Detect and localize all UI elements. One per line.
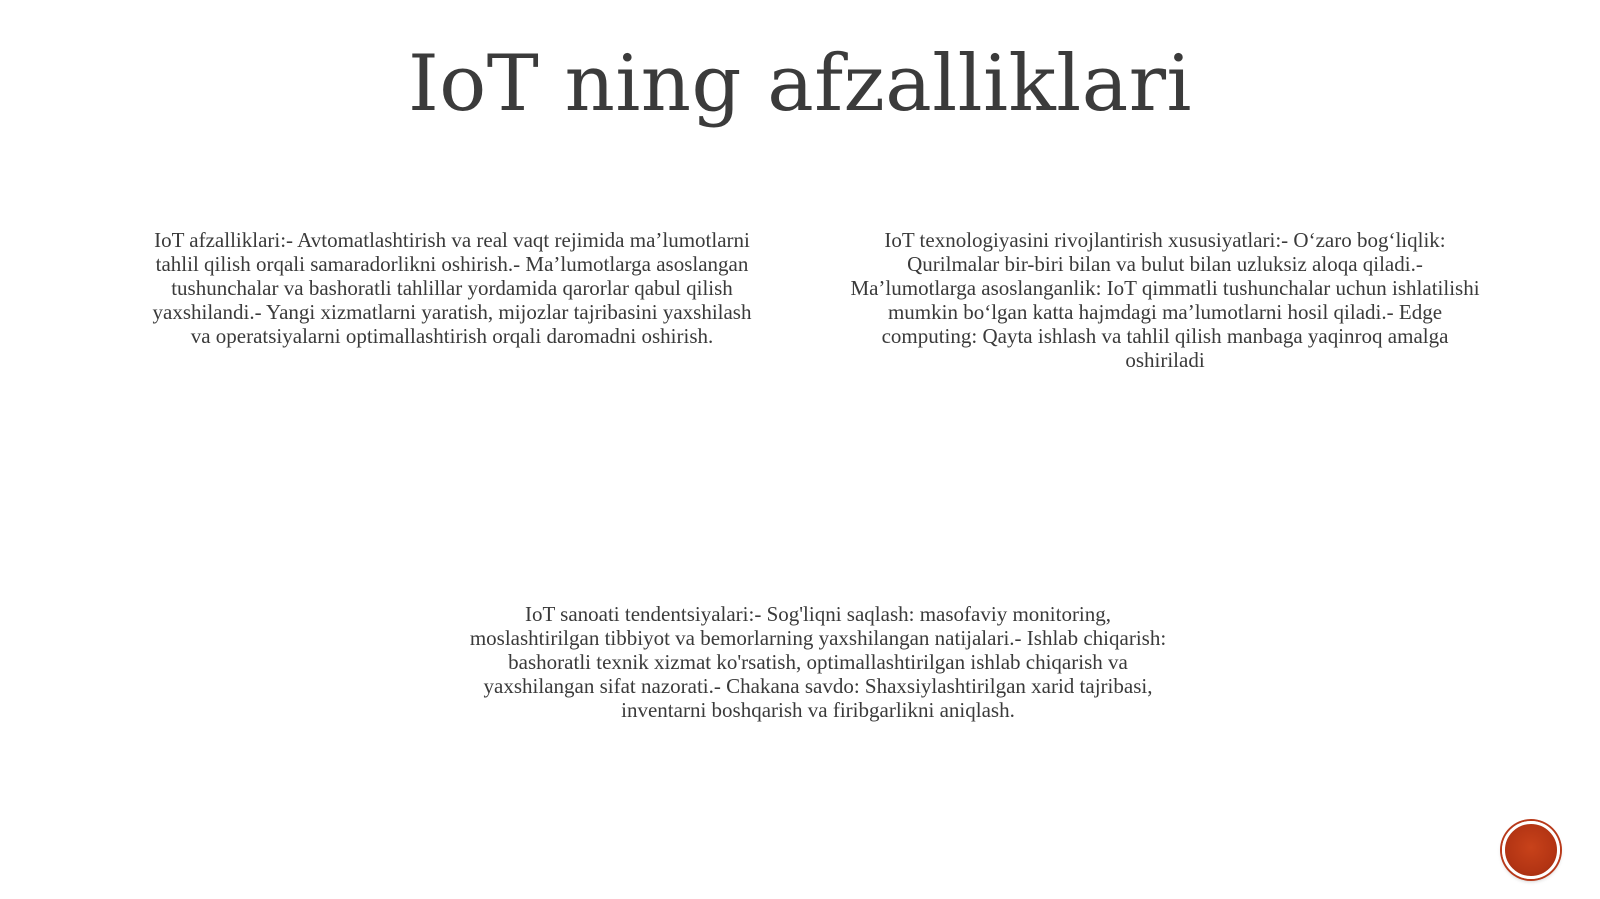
text-block-advantages: IoT afzalliklari:- Avtomatlashtirish va real vaqt rejimida ma’lumotlarni tahlil qilish orqali samaradorlikni oshirish.- Ma’lumotlarga asoslangan tushunchalar va bashoratli tahlillar yordamida qarorlar qabul qilish yaxshilandi.- Yangi xizmatlarni yaratish, mijozlar tajribasini yaxshilash va operatsiyalarni optimallashtirish orqali daromadni oshirish. <box>152 228 752 348</box>
slide-title: IoT ning afzalliklari <box>408 39 1192 129</box>
text-block-features: IoT texnologiyasini rivojlantirish xususiyatlari:- O‘zaro bog‘liqlik: Qurilmalar bir-biri bilan va bulut bilan uzluksiz aloqa qiladi.- Ma’lumotlarga asoslanganlik: IoT qimmatli tushunchalar uchun ishlatilishi mumkin bo‘lgan katta hajmdagi ma’lumotlarni hosil qiladi.- Edge computing: Qayta ishlash va tahlil qilish manbaga yaqinroq amalga oshiriladi <box>850 228 1480 372</box>
text-block-industry-trends: IoT sanoati tendentsiyalari:- Sog'liqni saqlash: masofaviy monitoring, moslashtirilgan tibbiyot va bemorlarning yaxshilangan natijalari.- Ishlab chiqarish: bashoratli texnik xizmat ko'rsatish, optimallashtirilgan ishlab chiqarish va yaxshilangan sifat nazorati.- Chakana savdo: Shaxsiylashtirilgan xarid tajribasi, inventarni boshqarish va firibgarlikni aniqlash. <box>469 602 1167 722</box>
round-nav-button-icon[interactable] <box>1502 821 1560 879</box>
